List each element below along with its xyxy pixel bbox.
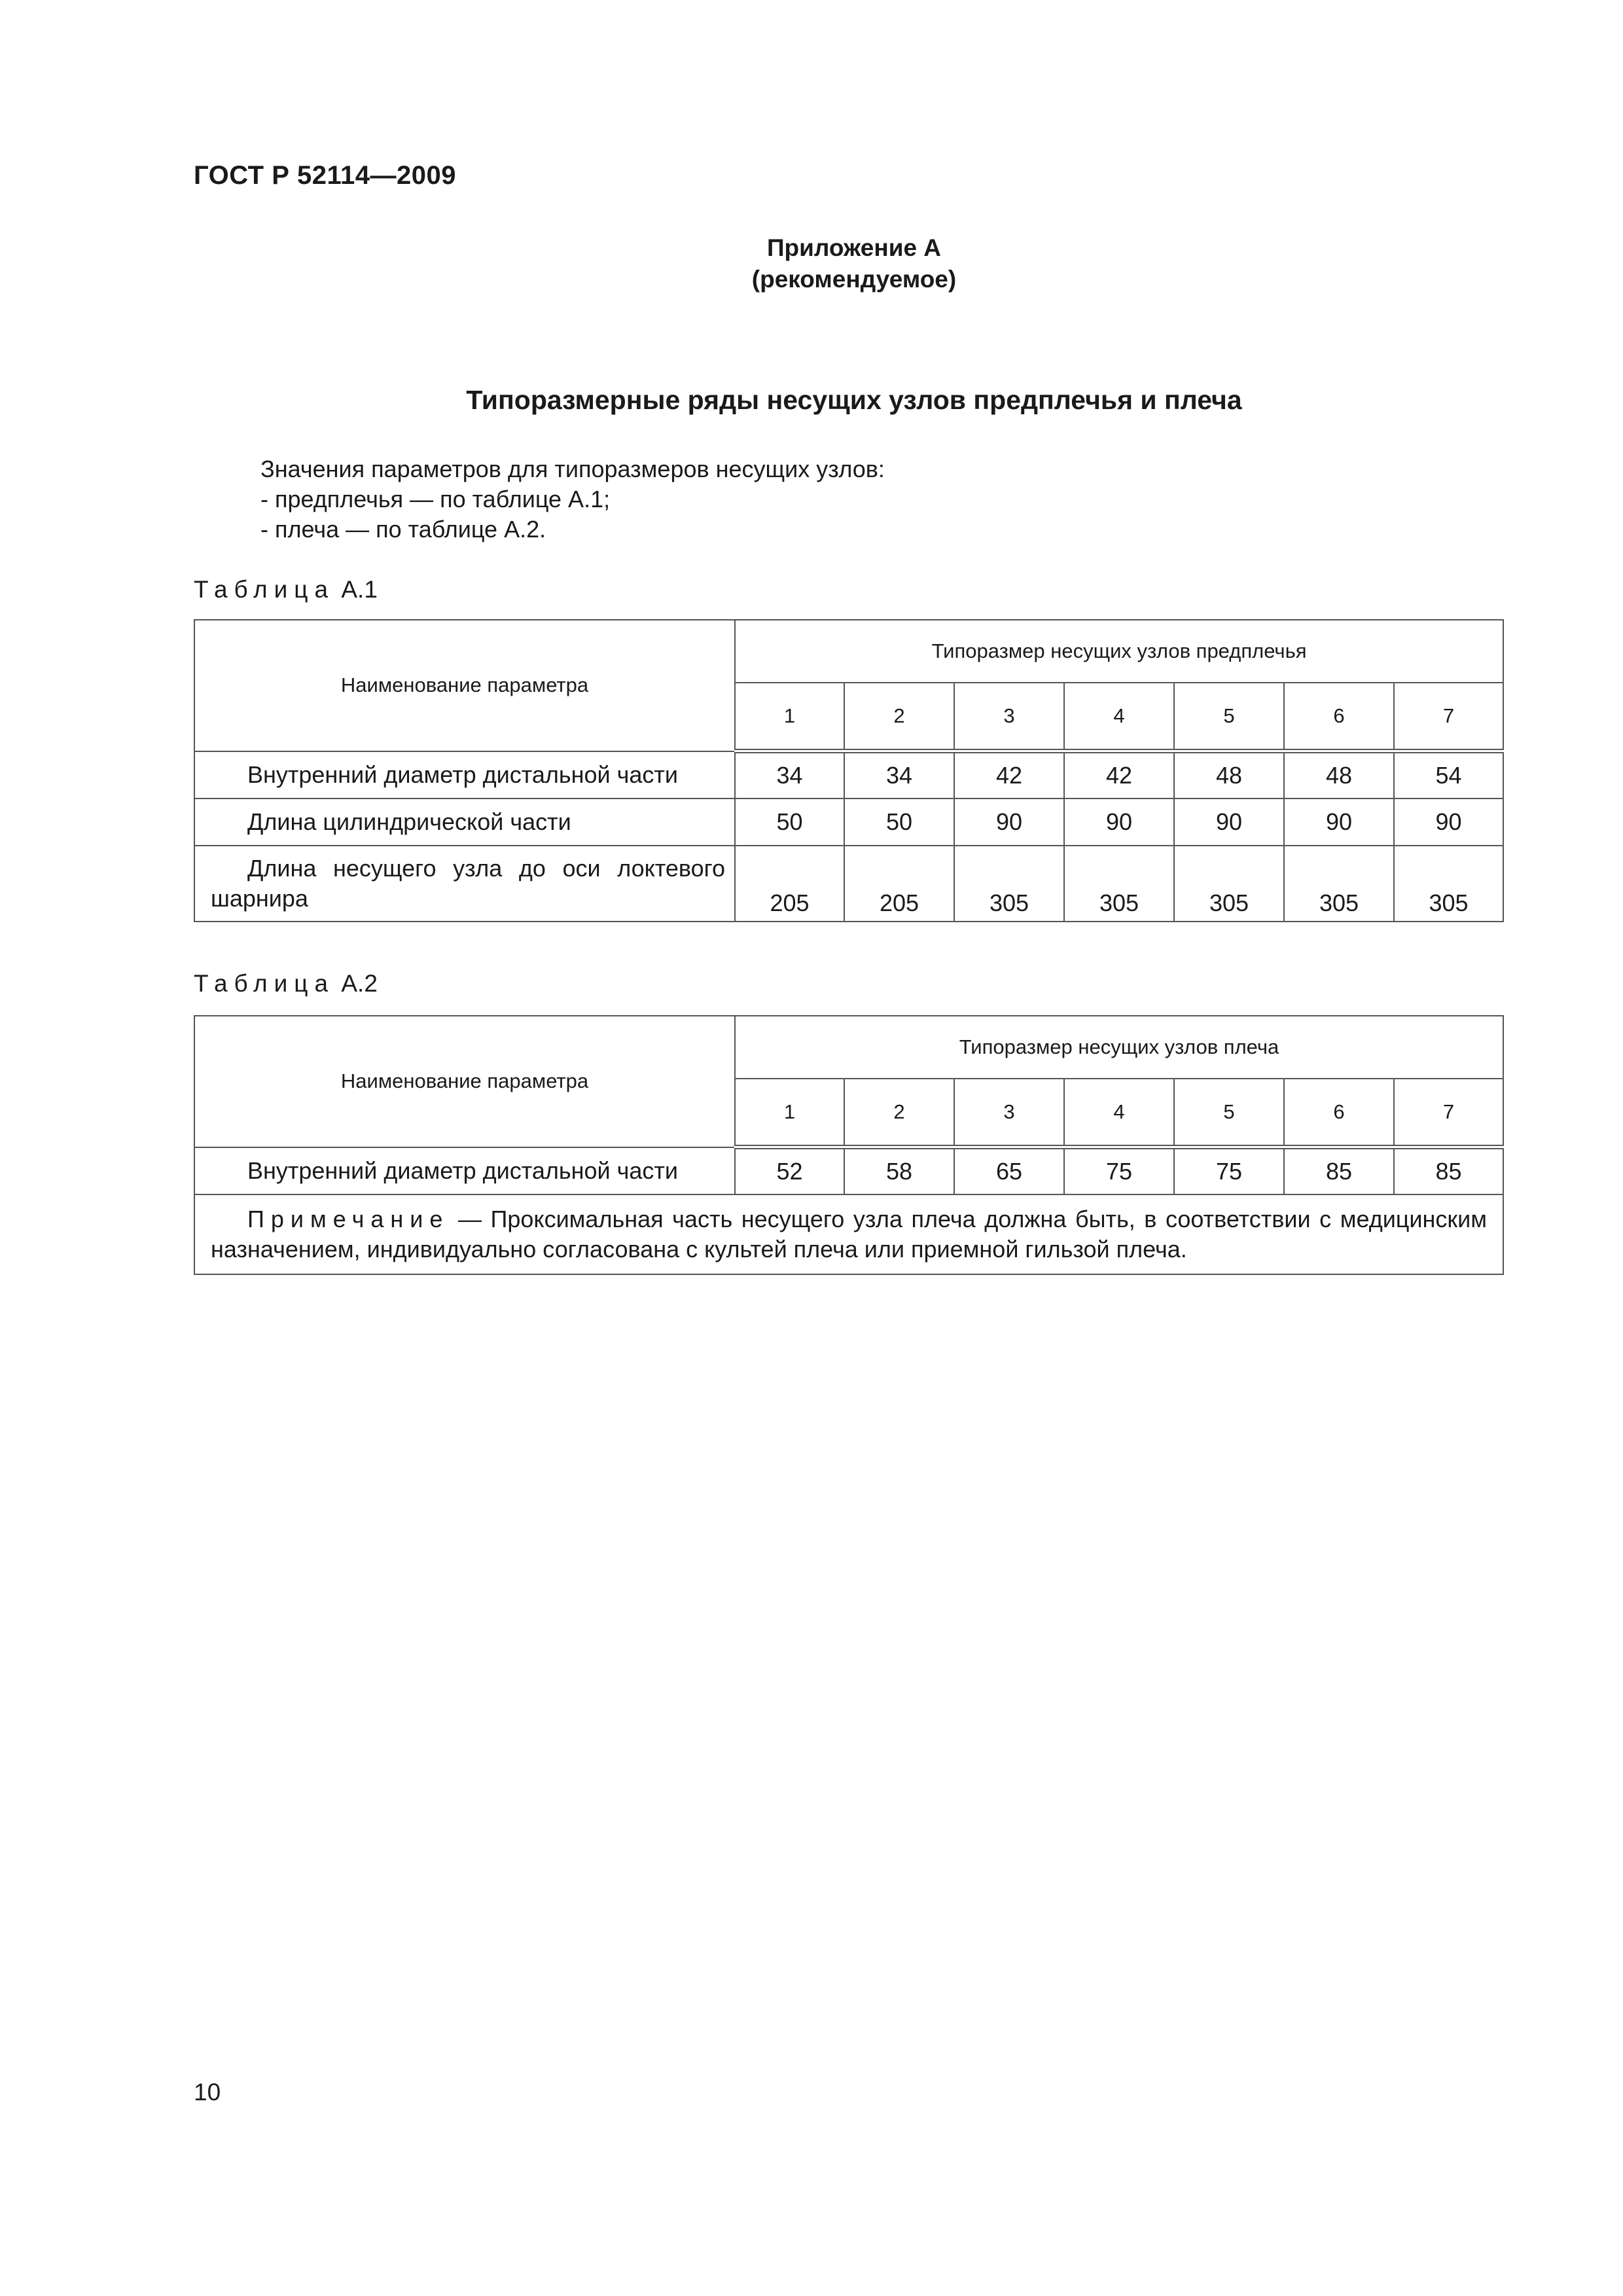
table-a1-caption	[194, 576, 378, 603]
table-a2-note-row	[194, 1194, 1503, 1274]
table-a1-size-4: 4	[1064, 683, 1174, 751]
table-cell: 90	[1394, 798, 1503, 846]
table-a1-size-2: 2	[844, 683, 954, 751]
table-a1-row-3-name: Длина несущего узла до оси локтевого шарнира	[194, 846, 735, 922]
table-cell: 85	[1284, 1147, 1394, 1194]
table-a1-row-2-name: Длина цилиндрической части	[194, 798, 735, 846]
table-cell: 54	[1394, 751, 1503, 798]
table-cell: 90	[1064, 798, 1174, 846]
table-a2-header-row-1	[194, 1016, 1503, 1079]
table-cell: 90	[1174, 798, 1284, 846]
table-cell: 90	[954, 798, 1064, 846]
table-a2-size-3: 3	[954, 1079, 1064, 1147]
table-a2-size-2: 2	[844, 1079, 954, 1147]
table-cell: 34	[735, 751, 844, 798]
table-cell: 50	[735, 798, 844, 846]
table-a2-size-4: 4	[1064, 1079, 1174, 1147]
table-cell: 205	[735, 846, 844, 922]
table-a1-param-header: Наименование параметра	[194, 620, 735, 751]
table-cell: 65	[954, 1147, 1064, 1194]
table-a2-group-header: Типоразмер несущих узлов плеча	[735, 1016, 1503, 1079]
table-cell: 42	[1064, 751, 1174, 798]
note-text: — Проксимальная часть несущего узла плеча должна быть, в соответствии с медицинским назначением, индивидуально согласована с культей плеча или приемной гильзой плеча.	[211, 1205, 1488, 1263]
table-row	[194, 846, 1503, 922]
table-a1-size-3: 3	[954, 683, 1064, 751]
table-a2-size-7: 7	[1394, 1079, 1503, 1147]
table-a2-note	[194, 1194, 1503, 1274]
table-a2-row-1-name: Внутренний диаметр дистальной части	[194, 1147, 735, 1194]
table-cell: 305	[1394, 846, 1503, 922]
table-cell: 75	[1174, 1147, 1284, 1194]
table-row	[194, 751, 1503, 798]
intro-item-shoulder: - плеча — по таблице А.2.	[260, 516, 546, 543]
document-id: ГОСТ Р 52114—2009	[194, 161, 456, 190]
table-a2-size-5: 5	[1174, 1079, 1284, 1147]
page-number: 10	[194, 2079, 221, 2106]
table-cell: 48	[1284, 751, 1394, 798]
table-cell: 305	[954, 846, 1064, 922]
table-a2-caption	[194, 970, 378, 997]
appendix-title: Приложение А	[766, 234, 942, 261]
table-cell: 305	[1064, 846, 1174, 922]
table-row	[194, 1147, 1503, 1194]
table-cell: 75	[1064, 1147, 1174, 1194]
table-a2-caption-number: А.2	[334, 970, 378, 997]
table-a1-caption-number: А.1	[334, 576, 378, 603]
table-cell: 42	[954, 751, 1064, 798]
table-cell: 58	[844, 1147, 954, 1194]
table-cell: 90	[1284, 798, 1394, 846]
table-a1-size-7: 7	[1394, 683, 1503, 751]
intro-lead: Значения параметров для типоразмеров несущих узлов:	[260, 456, 885, 482]
table-cell: 205	[844, 846, 954, 922]
table-a2-size-1: 1	[735, 1079, 844, 1147]
appendix-status: (рекомендуемое)	[751, 266, 957, 293]
table-a1-size-5: 5	[1174, 683, 1284, 751]
table-cell: 85	[1394, 1147, 1503, 1194]
table-a1-row-1-name: Внутренний диаметр дистальной части	[194, 751, 735, 798]
intro-item-forearm: - предплечья — по таблице А.1;	[260, 486, 611, 512]
table-a1-header-row-1	[194, 620, 1503, 683]
table-cell: 305	[1174, 846, 1284, 922]
note-label: Примечание	[247, 1205, 450, 1232]
table-a2-size-6: 6	[1284, 1079, 1394, 1147]
table-a1-group-header: Типоразмер несущих узлов предплечья	[735, 620, 1503, 683]
table-row	[194, 798, 1503, 846]
table-a1-caption-word: Таблица	[194, 576, 335, 603]
table-a1-size-1: 1	[735, 683, 844, 751]
table-a1	[194, 619, 1504, 922]
table-a2-caption-word: Таблица	[194, 970, 335, 997]
intro-paragraph	[260, 454, 885, 545]
table-a2-param-header: Наименование параметра	[194, 1016, 735, 1147]
section-title: Типоразмерные ряды несущих узлов предплечья и плеча	[466, 385, 1242, 415]
table-a2	[194, 1015, 1504, 1275]
table-cell: 305	[1284, 846, 1394, 922]
table-a1-size-6: 6	[1284, 683, 1394, 751]
table-cell: 34	[844, 751, 954, 798]
table-cell: 52	[735, 1147, 844, 1194]
table-cell: 48	[1174, 751, 1284, 798]
table-cell: 50	[844, 798, 954, 846]
